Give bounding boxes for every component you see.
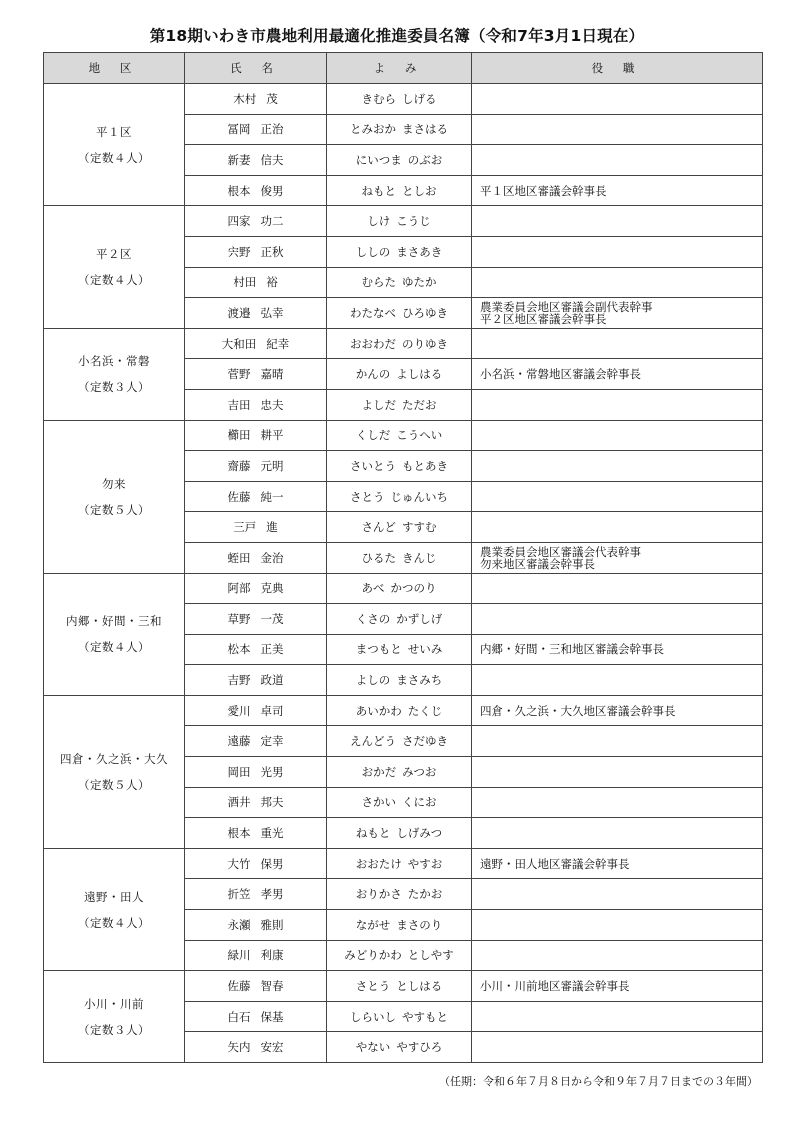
- header-area: 地 区: [44, 53, 185, 84]
- member-yomi-surname: みどりかわ: [344, 948, 402, 963]
- member-role-cell: [472, 267, 763, 298]
- member-yomi-cell: [327, 848, 472, 879]
- member-surname: 折笠: [227, 887, 251, 902]
- member-yomi-given: まさはる: [402, 122, 448, 137]
- district-cell: [44, 206, 185, 328]
- member-role-cell: [472, 726, 763, 757]
- member-yomi-surname: ししの: [355, 244, 391, 259]
- district-name: 小川・川前: [84, 996, 144, 1011]
- member-role-cell: [472, 389, 763, 420]
- district-name: 平２区: [96, 247, 132, 262]
- member-yomi-given: ただお: [402, 397, 437, 412]
- member-given-name: 弘幸: [260, 305, 284, 320]
- member-name-cell: [185, 114, 327, 145]
- member-name-cell: [185, 757, 327, 788]
- member-yomi-given: やすお: [407, 856, 443, 871]
- member-given-name: 政道: [260, 673, 284, 688]
- member-surname: 渡邉: [227, 305, 251, 320]
- table-header-row: [44, 53, 763, 84]
- member-name-cell: [185, 328, 327, 359]
- member-yomi-given: よしはる: [396, 367, 443, 382]
- member-yomi-given: もとあき: [402, 458, 448, 473]
- member-name-cell: [185, 451, 327, 482]
- member-role-cell: [472, 573, 763, 604]
- member-role-cell: [472, 512, 763, 543]
- member-name-cell: [185, 512, 327, 543]
- member-name-cell: [185, 665, 327, 696]
- member-surname: 佐藤: [227, 489, 251, 504]
- member-role-cell: [472, 604, 763, 635]
- district-cell: [44, 573, 185, 695]
- member-yomi-given: かずしげ: [396, 611, 443, 626]
- member-surname: 宍野: [227, 244, 251, 259]
- member-yomi-cell: [327, 818, 472, 849]
- table-row: [44, 848, 763, 879]
- member-role-cell: [472, 971, 763, 1002]
- district-name: 内郷・好間・三和: [66, 614, 162, 629]
- member-given-name: 雅則: [260, 917, 284, 932]
- member-yomi-surname: おおわだ: [350, 336, 396, 351]
- member-roster-table: [43, 52, 763, 1063]
- member-surname: 根本: [227, 183, 251, 198]
- member-given-name: 功二: [260, 214, 284, 229]
- member-given-name: 正秋: [260, 244, 284, 259]
- member-role-cell: [472, 910, 763, 941]
- member-yomi-cell: [327, 298, 472, 329]
- header-role: 役 職: [472, 53, 763, 84]
- member-yomi-cell: [327, 236, 472, 267]
- member-name-cell: [185, 145, 327, 176]
- member-yomi-surname: おおたけ: [355, 856, 402, 871]
- member-surname: 矢内: [227, 1040, 251, 1055]
- member-yomi-surname: おりかさ: [355, 887, 402, 902]
- member-name-cell: [185, 175, 327, 206]
- district-quota: （定数５人）: [78, 502, 150, 517]
- member-given-name: 光男: [260, 764, 284, 779]
- member-yomi-given: としやす: [407, 948, 454, 963]
- member-role-cell: [472, 848, 763, 879]
- member-surname: 大和田: [221, 336, 257, 351]
- member-yomi-given: やすもと: [402, 1009, 448, 1024]
- member-name-cell: [185, 267, 327, 298]
- member-yomi-surname: くしだ: [355, 428, 391, 443]
- member-yomi-given: としお: [402, 183, 437, 198]
- member-surname: 根本: [227, 826, 251, 841]
- member-given-name: 進: [266, 520, 278, 535]
- member-yomi-surname: まつもと: [355, 642, 402, 657]
- member-yomi-surname: あいかわ: [355, 703, 402, 718]
- member-name-cell: [185, 634, 327, 665]
- member-yomi-given: かつのり: [390, 581, 437, 596]
- member-given-name: 保基: [260, 1009, 284, 1024]
- member-yomi-given: たかお: [407, 887, 443, 902]
- member-surname: 遠藤: [227, 734, 251, 749]
- district-quota: （定数５人）: [78, 777, 150, 792]
- member-name-cell: [185, 389, 327, 420]
- member-yomi-cell: [327, 1001, 472, 1032]
- member-yomi-cell: [327, 910, 472, 941]
- member-given-name: 保男: [260, 856, 284, 871]
- member-yomi-cell: [327, 695, 472, 726]
- member-yomi-cell: [327, 971, 472, 1002]
- member-yomi-given: くにお: [402, 795, 437, 810]
- member-given-name: 茂: [266, 91, 278, 106]
- member-name-cell: [185, 236, 327, 267]
- member-yomi-surname: ひるた: [361, 550, 396, 565]
- member-given-name: 紀幸: [266, 336, 290, 351]
- member-yomi-given: こうへい: [396, 428, 443, 443]
- member-yomi-surname: しけ: [367, 214, 391, 229]
- member-role-cell: [472, 818, 763, 849]
- member-name-cell: [185, 848, 327, 879]
- member-role-cell: [472, 84, 763, 115]
- member-yomi-cell: [327, 940, 472, 971]
- member-given-name: 裕: [266, 275, 278, 290]
- district-cell: [44, 695, 185, 848]
- member-role-cell: [472, 542, 763, 573]
- member-yomi-given: のりゆき: [402, 336, 448, 351]
- member-surname: 三戸: [233, 520, 257, 535]
- member-yomi-given: まさみち: [396, 673, 443, 688]
- member-yomi-given: すすむ: [401, 520, 437, 535]
- member-yomi-given: やすひろ: [396, 1040, 443, 1055]
- member-name-cell: [185, 818, 327, 849]
- district-cell: [44, 84, 185, 206]
- member-role: 内郷・好間・三和地区審議会幹事長: [480, 642, 664, 657]
- table-row: [44, 420, 763, 451]
- member-given-name: 耕平: [260, 428, 284, 443]
- district-cell: [44, 420, 185, 573]
- member-yomi-given: ひろゆき: [402, 305, 448, 320]
- member-surname: 櫛田: [227, 428, 251, 443]
- member-role: 平１区地区審議会幹事長: [480, 183, 607, 198]
- member-yomi-cell: [327, 145, 472, 176]
- district-name: 遠野・田人: [84, 889, 144, 904]
- member-yomi-surname: くさの: [355, 611, 391, 626]
- member-yomi-given: としはる: [396, 979, 443, 994]
- member-surname: 愛川: [227, 703, 251, 718]
- table-row: [44, 573, 763, 604]
- member-given-name: 卓司: [260, 703, 284, 718]
- member-yomi-surname: にいつま: [355, 152, 402, 167]
- member-yomi-given: せいみ: [407, 642, 443, 657]
- member-yomi-surname: さかい: [361, 795, 396, 810]
- member-name-cell: [185, 481, 327, 512]
- member-yomi-given: たくじ: [407, 703, 443, 718]
- member-yomi-surname: ねもと: [361, 183, 396, 198]
- page-title: 第18期いわき市農地利用最適化推進委員名簿（令和7年3月1日現在）: [149, 27, 645, 45]
- district-name: 平１区: [96, 124, 132, 139]
- member-yomi-cell: [327, 175, 472, 206]
- member-yomi-given: ゆたか: [402, 275, 437, 290]
- member-yomi-cell: [327, 267, 472, 298]
- member-name-cell: [185, 787, 327, 818]
- member-yomi-cell: [327, 634, 472, 665]
- member-role-cell: [472, 236, 763, 267]
- member-yomi-cell: [327, 542, 472, 573]
- member-role-cell: [472, 1032, 763, 1063]
- district-quota: （定数４人）: [78, 915, 150, 930]
- member-surname: 村田: [233, 275, 257, 290]
- member-given-name: 正治: [260, 122, 284, 137]
- member-name-cell: [185, 206, 327, 237]
- member-name-cell: [185, 359, 327, 390]
- district-quota: （定数４人）: [78, 150, 150, 165]
- header-name: 氏 名: [185, 53, 327, 84]
- member-yomi-cell: [327, 512, 472, 543]
- member-surname: 阿部: [227, 581, 251, 596]
- member-yomi-given: しげみつ: [396, 826, 443, 841]
- member-given-name: 元明: [260, 458, 284, 473]
- member-yomi-cell: [327, 757, 472, 788]
- member-role-cell: [472, 451, 763, 482]
- member-yomi-given: こうじ: [396, 214, 431, 229]
- member-yomi-surname: あべ: [361, 581, 385, 596]
- member-role-cell: [472, 298, 763, 329]
- member-yomi-surname: ねもと: [355, 826, 391, 841]
- member-yomi-surname: さとう: [350, 489, 385, 504]
- member-given-name: 克典: [260, 581, 284, 596]
- member-yomi-surname: やない: [355, 1040, 391, 1055]
- member-yomi-given: しげる: [402, 91, 437, 106]
- member-name-cell: [185, 1032, 327, 1063]
- district-quota: （定数３人）: [78, 1022, 150, 1037]
- member-yomi-cell: [327, 420, 472, 451]
- member-role: 農業委員会地区審議会代表幹事: [480, 544, 641, 559]
- member-yomi-surname: おかだ: [361, 764, 397, 779]
- member-name-cell: [185, 695, 327, 726]
- member-role-cell: [472, 940, 763, 971]
- member-role-cell: [472, 665, 763, 696]
- member-name-cell: [185, 298, 327, 329]
- member-yomi-cell: [327, 84, 472, 115]
- member-surname: 松本: [227, 642, 251, 657]
- member-surname: 白石: [227, 1009, 251, 1024]
- district-name: 四倉・久之浜・大久: [60, 751, 168, 766]
- district-quota: （定数４人）: [78, 273, 150, 288]
- member-yomi-cell: [327, 389, 472, 420]
- header-yomi: よ み: [327, 53, 472, 84]
- district-name: 勿来: [102, 476, 126, 491]
- member-given-name: 孝男: [260, 887, 284, 902]
- table-row: [44, 84, 763, 115]
- member-given-name: 利康: [260, 948, 284, 963]
- member-role-cell: [472, 359, 763, 390]
- member-name-cell: [185, 1001, 327, 1032]
- member-yomi-cell: [327, 359, 472, 390]
- member-role-cell: [472, 634, 763, 665]
- member-name-cell: [185, 542, 327, 573]
- member-given-name: 重光: [260, 826, 284, 841]
- member-yomi-cell: [327, 573, 472, 604]
- member-name-cell: [185, 573, 327, 604]
- member-surname: 岡田: [227, 764, 251, 779]
- member-given-name: 智春: [260, 979, 284, 994]
- member-yomi-surname: ながせ: [355, 917, 391, 932]
- member-role: 農業委員会地区審議会副代表幹事: [480, 299, 653, 314]
- member-surname: 大竹: [227, 856, 251, 871]
- member-yomi-given: まさあき: [396, 244, 443, 259]
- member-given-name: 邦夫: [260, 795, 284, 810]
- district-cell: [44, 328, 185, 420]
- member-surname: 蛭田: [227, 550, 251, 565]
- member-role-cell: [472, 695, 763, 726]
- member-yomi-surname: よしだ: [361, 397, 396, 412]
- roster-body: [44, 84, 763, 1063]
- member-role: 遠野・田人地区審議会幹事長: [480, 856, 630, 871]
- member-role: 四倉・久之浜・大久地区審議会幹事長: [480, 703, 676, 718]
- member-given-name: 忠夫: [260, 397, 284, 412]
- member-given-name: 正美: [260, 642, 284, 657]
- member-surname: 吉野: [227, 673, 251, 688]
- member-yomi-given: さだゆき: [402, 734, 448, 749]
- member-yomi-surname: かんの: [355, 367, 391, 382]
- member-name-cell: [185, 910, 327, 941]
- district-cell: [44, 848, 185, 970]
- member-surname: 新妻: [227, 152, 251, 167]
- table-row: [44, 971, 763, 1002]
- member-yomi-given: じゅんいち: [390, 489, 448, 504]
- member-role-cell: [472, 328, 763, 359]
- member-yomi-surname: よしの: [355, 673, 391, 688]
- member-surname: 永瀬: [227, 917, 251, 932]
- member-yomi-cell: [327, 787, 472, 818]
- member-yomi-surname: さいとう: [350, 458, 396, 473]
- member-role-cell: [472, 787, 763, 818]
- member-yomi-surname: わたなべ: [350, 305, 396, 320]
- district-cell: [44, 971, 185, 1063]
- member-surname: 酒井: [227, 795, 251, 810]
- table-row: [44, 328, 763, 359]
- member-role: 平２区地区審議会幹事長: [480, 311, 607, 326]
- member-role-cell: [472, 145, 763, 176]
- member-role-cell: [472, 114, 763, 145]
- member-surname: 佐藤: [227, 979, 251, 994]
- member-surname: 冨岡: [227, 122, 251, 137]
- member-yomi-surname: むらた: [361, 275, 396, 290]
- member-yomi-given: まさのり: [396, 917, 443, 932]
- member-name-cell: [185, 879, 327, 910]
- member-given-name: 安宏: [260, 1040, 284, 1055]
- member-role: 小名浜・常磐地区審議会幹事長: [480, 367, 641, 382]
- term-note: （任期：令和６年７月８日から令和９年７月７日までの３年間）: [439, 1075, 758, 1088]
- member-yomi-surname: さんど: [361, 520, 396, 535]
- member-role-cell: [472, 420, 763, 451]
- member-yomi-cell: [327, 604, 472, 635]
- member-surname: 菅野: [227, 367, 251, 382]
- member-role-cell: [472, 481, 763, 512]
- member-name-cell: [185, 971, 327, 1002]
- table-row: [44, 206, 763, 237]
- district-name: 小名浜・常磐: [78, 354, 150, 369]
- member-yomi-cell: [327, 481, 472, 512]
- member-name-cell: [185, 604, 327, 635]
- member-yomi-cell: [327, 114, 472, 145]
- district-quota: （定数３人）: [78, 380, 150, 395]
- member-surname: 木村: [233, 91, 257, 106]
- member-role-cell: [472, 175, 763, 206]
- member-yomi-given: きんじ: [402, 550, 437, 565]
- member-yomi-cell: [327, 328, 472, 359]
- member-surname: 吉田: [227, 397, 251, 412]
- member-yomi-surname: えんどう: [350, 734, 396, 749]
- member-surname: 緑川: [227, 948, 251, 963]
- member-yomi-cell: [327, 665, 472, 696]
- member-yomi-surname: しらいし: [350, 1009, 396, 1024]
- member-role-cell: [472, 1001, 763, 1032]
- member-given-name: 俊男: [260, 183, 284, 198]
- member-yomi-cell: [327, 451, 472, 482]
- member-given-name: 金治: [260, 550, 284, 565]
- member-role: 勿来地区審議会幹事長: [480, 556, 595, 571]
- member-yomi-surname: さとう: [355, 979, 391, 994]
- member-surname: 齋藤: [227, 458, 251, 473]
- member-role-cell: [472, 757, 763, 788]
- member-name-cell: [185, 940, 327, 971]
- member-yomi-given: のぶお: [407, 152, 443, 167]
- member-given-name: 信夫: [260, 152, 284, 167]
- member-name-cell: [185, 84, 327, 115]
- member-yomi-cell: [327, 1032, 472, 1063]
- member-yomi-given: みつお: [402, 764, 437, 779]
- member-role-cell: [472, 206, 763, 237]
- member-yomi-cell: [327, 726, 472, 757]
- member-given-name: 嘉晴: [260, 367, 284, 382]
- member-role: 小川・川前地区審議会幹事長: [480, 979, 630, 994]
- member-given-name: 定幸: [260, 734, 284, 749]
- member-name-cell: [185, 726, 327, 757]
- member-yomi-surname: とみおか: [350, 122, 396, 137]
- table-row: [44, 695, 763, 726]
- member-yomi-cell: [327, 879, 472, 910]
- member-given-name: 一茂: [260, 611, 284, 626]
- member-surname: 四家: [227, 214, 251, 229]
- member-yomi-cell: [327, 206, 472, 237]
- district-quota: （定数４人）: [78, 640, 150, 655]
- member-name-cell: [185, 420, 327, 451]
- member-surname: 草野: [227, 611, 251, 626]
- member-role-cell: [472, 879, 763, 910]
- member-given-name: 純一: [260, 489, 284, 504]
- member-yomi-surname: きむら: [361, 91, 396, 106]
